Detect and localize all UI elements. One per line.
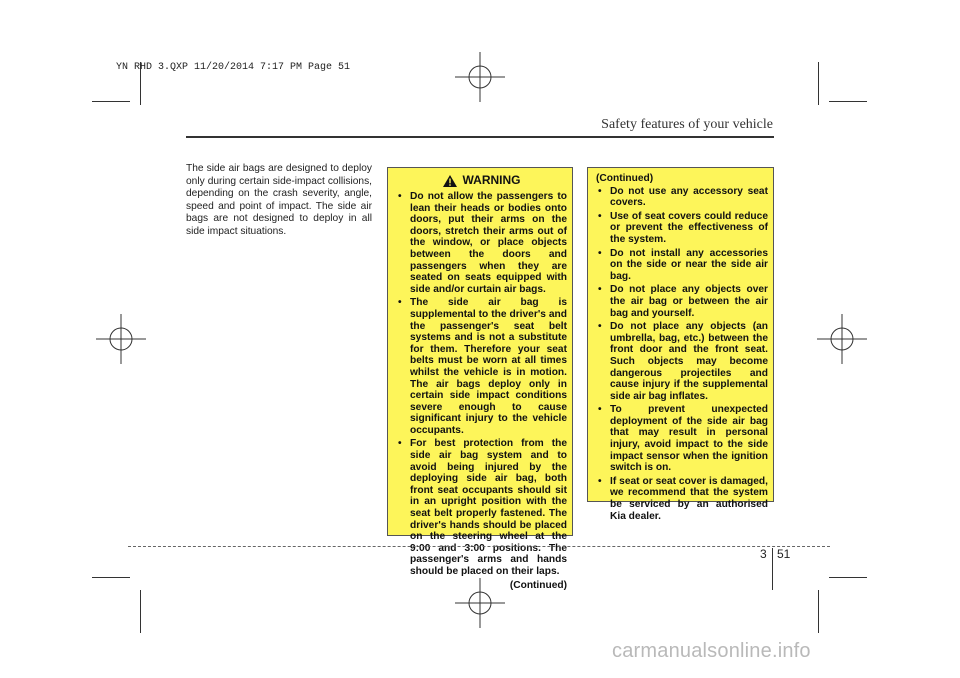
warning-heading-text: WARNING xyxy=(462,173,521,188)
list-item: • Do not allow the passengers to lean their heads or bodies onto doors, put their arms on the doors, stretch their arms out of the window, or place objects between the doors and passengers when they are seated on seats equipped with side and/or curtain air bags. xyxy=(396,191,567,295)
list-item: • The side air bag is supplemental to the driver's and the passenger's seat belt systems and is not a substitute for them. Therefore your seat belts must be worn at all times whilst the vehicle is in motion. The air bags deploy only in certain side impact conditions severe enough to cause significant injury to the vehicle occupants. xyxy=(396,297,567,436)
list-item: • If seat or seat cover is damaged, we recommend that the system be serviced by an authorised Kia dealer. xyxy=(596,476,768,522)
list-item: • Do not use any accessory seat covers. xyxy=(596,186,768,209)
list-item: • Do not place any objects (an umbrella, bag, etc.) between the front door and the front seat. Such objects may become dangerous projectiles and cause injury if the supplemental side air bag inflates. xyxy=(596,321,768,402)
crop-mark xyxy=(829,101,867,102)
page-header-title: Safety features of your vehicle xyxy=(601,117,773,132)
warning-heading xyxy=(396,175,567,187)
crop-mark xyxy=(818,590,819,633)
list-item: • Do not install any accessories on the side or near the side air bag. xyxy=(596,248,768,283)
warning-continued-list xyxy=(596,186,768,523)
page-number: 51 xyxy=(777,547,791,561)
warning-list xyxy=(396,191,567,578)
warning-triangle-icon xyxy=(443,175,457,187)
crop-mark xyxy=(140,590,141,633)
list-item: • To prevent unexpected deployment of the side air bag that may result in personal injury, avoid impact to the side impact sensor when the ignition switch is on. xyxy=(596,404,768,474)
list-item: • For best protection from the side air bag system and to avoid being injured by the deploying side air bag, both front seat occupants should sit in an upright position with the seat belt properly fastened. The driver's hands should be placed on the steering wheel at the 9:00 and 3:00 positions. The passenger's arms and hands should be placed on their laps. xyxy=(396,438,567,577)
header-rule xyxy=(186,136,774,138)
list-item: • Do not place any objects over the air bag or between the air bag and yourself. xyxy=(596,284,768,319)
intro-paragraph: The side air bags are designed to deploy only during certain side-impact collisions, depending on the crash severity, angle, speed and point of impact. The side air bags are not designed to deploy in all side impact situations. xyxy=(186,163,372,237)
registration-crosshair-icon xyxy=(455,52,505,102)
crop-mark xyxy=(92,101,130,102)
footer-rule xyxy=(128,546,830,547)
crop-mark xyxy=(818,62,819,105)
chapter-number: 3 xyxy=(760,547,767,561)
crop-mark xyxy=(829,577,867,578)
crop-mark xyxy=(92,577,130,578)
footer-divider xyxy=(772,548,773,590)
list-item: • Use of seat covers could reduce or prevent the effectiveness of the system. xyxy=(596,211,768,246)
registration-crosshair-icon xyxy=(817,314,867,364)
warning-box xyxy=(387,167,573,591)
continued-label: (Continued) xyxy=(509,579,567,591)
warning-continued-box xyxy=(587,167,774,522)
print-slug: YN RHD 3.QXP 11/20/2014 7:17 PM Page 51 xyxy=(116,62,351,73)
registration-crosshair-icon xyxy=(96,314,146,364)
watermark-text: carmanualsonline.info xyxy=(612,640,811,662)
continued-label: (Continued) xyxy=(596,173,654,184)
